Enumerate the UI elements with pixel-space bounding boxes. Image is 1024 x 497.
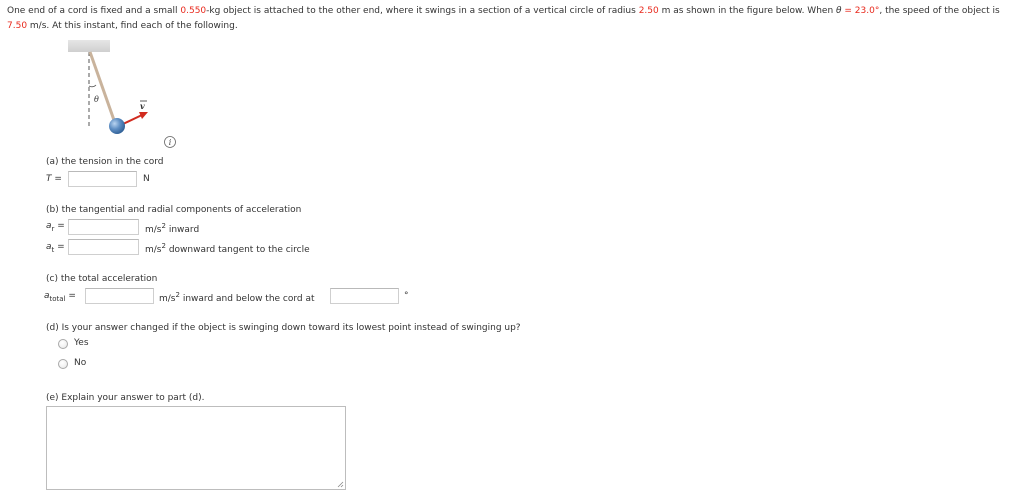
info-icon[interactable] [165, 137, 176, 148]
part-c-question: (c) the total acceleration [46, 274, 158, 284]
total-accel-angle-input[interactable] [330, 288, 399, 304]
problem-statement [7, 4, 1019, 34]
angle-arc [89, 85, 96, 87]
radio-yes[interactable] [58, 339, 68, 349]
tension-unit: N [143, 174, 150, 184]
resize-handle-icon[interactable] [337, 481, 344, 488]
theta-symbol: θ [836, 6, 842, 16]
radio-no-label: No [74, 358, 87, 368]
theta-label: θ [94, 95, 99, 104]
problem-text: , the speed of the object is [879, 6, 1000, 16]
part-e-question: (e) Explain your answer to part (d). [46, 393, 205, 403]
part-a-question: (a) the tension in the cord [46, 157, 164, 167]
speed-value: 7.50 [7, 21, 28, 31]
radial-accel-unit: $m/s^2$ inward [145, 222, 200, 235]
tangential-accel-var-label: $a_t$ = [46, 242, 65, 254]
total-accel-var-label: $a_{total}$ = [44, 291, 76, 303]
ceiling-support [68, 40, 110, 52]
problem-text: -kg object is attached to the other end, where it swings in a section of a vertical circle of radius [206, 6, 639, 16]
total-accel-input[interactable] [85, 288, 154, 304]
angle-equals: = [841, 6, 855, 16]
part-d-question: (d) Is your answer changed if the object is swinging down toward its lowest point instead of swinging up? [46, 323, 521, 333]
mass-value: 0.550 [180, 6, 207, 16]
radial-accel-input[interactable] [68, 219, 139, 235]
tangential-accel-input[interactable] [68, 239, 139, 255]
cord [90, 52, 115, 123]
radio-no[interactable] [58, 359, 68, 369]
tension-var-label: T = [46, 174, 62, 184]
total-accel-unit: $m/s^2$ inward and below the cord at [159, 291, 315, 304]
part-b-question: (b) the tangential and radial components of acceleration [46, 205, 302, 215]
problem-text: m/s. At this instant, find each of the following. [27, 21, 238, 31]
radio-yes-label: Yes [74, 338, 89, 348]
velocity-label: v [140, 101, 145, 111]
swinging-object [109, 118, 125, 134]
problem-text: One end of a cord is fixed and a small [7, 6, 181, 16]
radius-value: 2.50 [638, 6, 659, 16]
svg-text:i: i [168, 138, 172, 147]
pendulum-figure [60, 36, 190, 148]
radial-accel-var-label: $a_r$ = [46, 221, 65, 233]
angle-value: 23.0° [854, 6, 880, 16]
velocity-arrow [123, 115, 142, 124]
explanation-textarea[interactable] [46, 406, 346, 490]
degree-symbol: ° [404, 291, 409, 301]
tension-input[interactable] [68, 171, 137, 187]
tangential-accel-unit: $m/s^2$ downward tangent to the circle [145, 242, 310, 255]
problem-text: m as shown in the figure below. When [658, 6, 837, 16]
